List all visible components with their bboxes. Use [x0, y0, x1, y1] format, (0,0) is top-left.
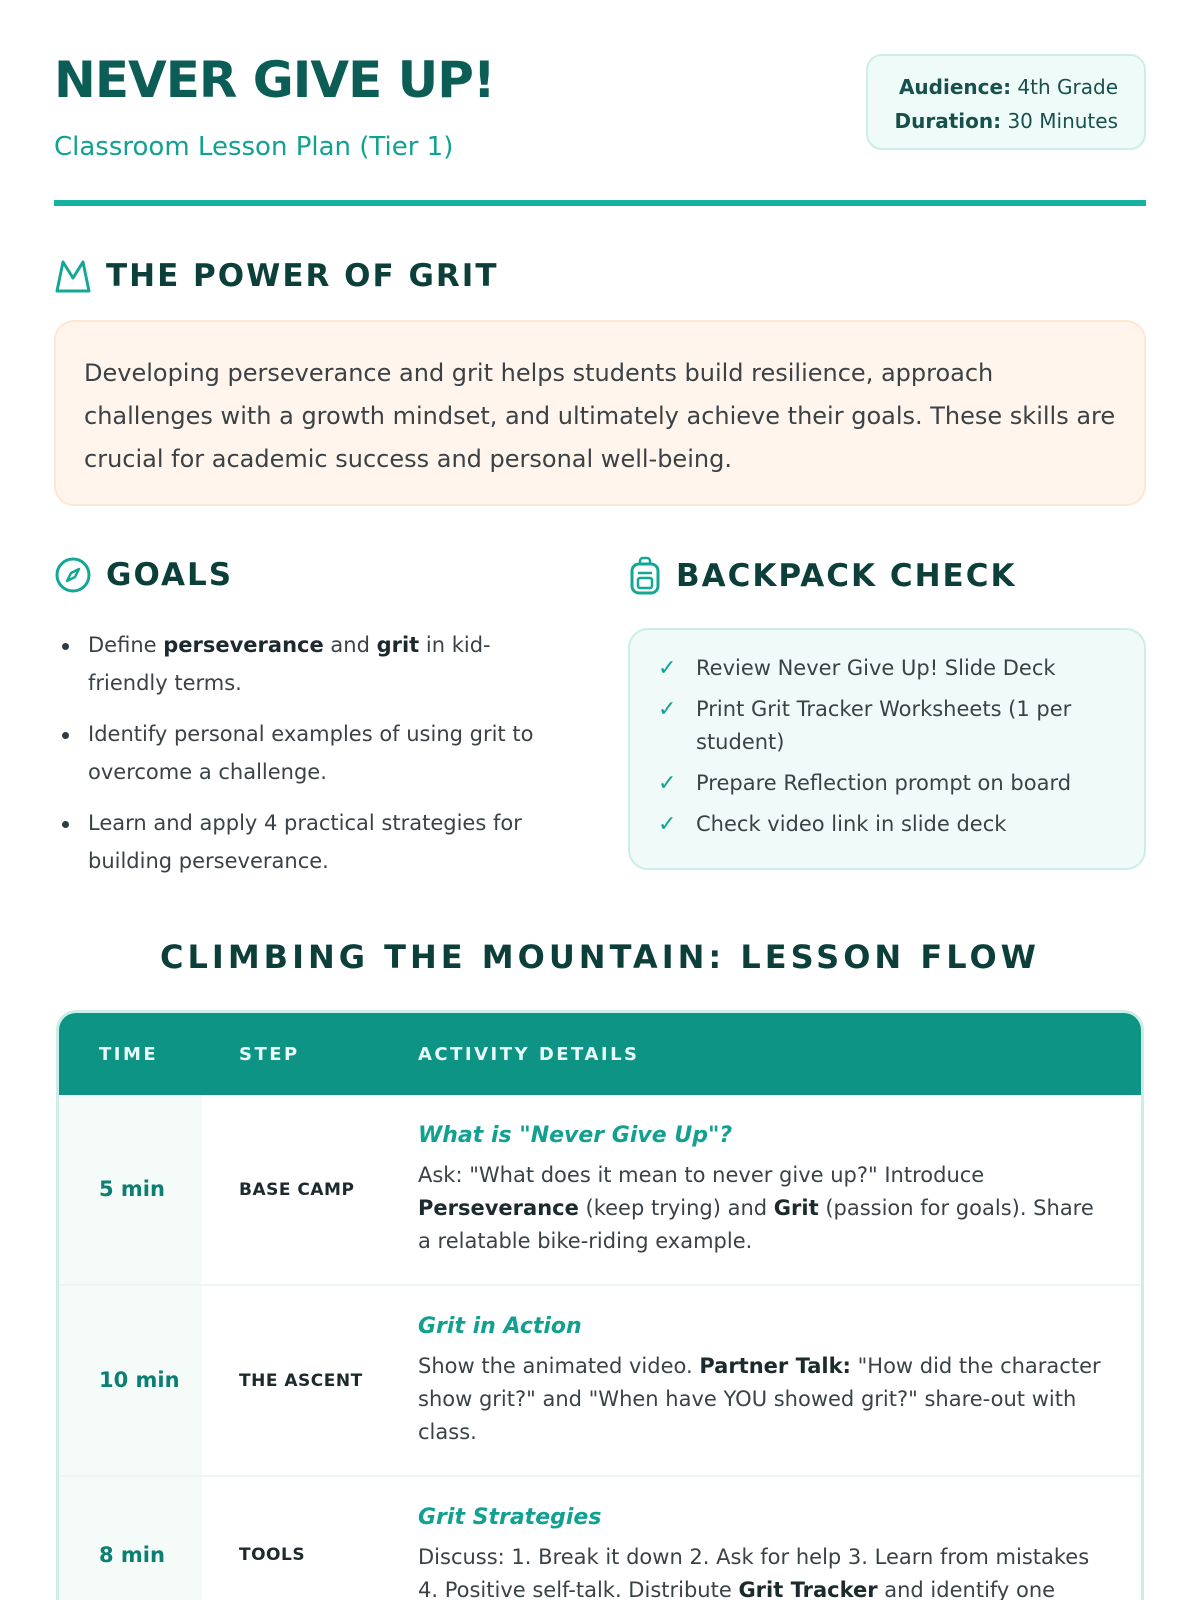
check-icon: ✓ [658, 697, 677, 722]
duration-line [868, 104, 1118, 138]
goal-item: Learn and apply 4 practical strategies for building perseverance. [54, 804, 564, 880]
activity-cell [382, 1477, 1141, 1600]
term-grit: grit [376, 633, 420, 657]
column-header-time: TIME [99, 1043, 159, 1065]
activity-details: Discuss: 1. Break it down 2. Ask for help 3. Learn from mistakes 4. Positive self-talk. Distribute Grit Tracker and identify one [418, 1545, 1090, 1600]
check-icon: ✓ [658, 812, 677, 837]
activity-title: Grit in Action [418, 1314, 582, 1339]
table-header [59, 1013, 1141, 1095]
table-row [59, 1477, 1141, 1600]
time-cell: 8 min [59, 1477, 202, 1600]
page-title: NEVER GIVE UP! [54, 51, 495, 109]
lesson-flow-heading: CLIMBING THE MOUNTAIN: LESSON FLOW [160, 938, 1040, 976]
checklist-item: ✓ Check video link in slide deck [658, 808, 1120, 841]
step-cell: BASE CAMP [239, 1179, 355, 1200]
step-cell: TOOLS [239, 1545, 306, 1565]
goals-heading-text: GOALS [106, 557, 234, 593]
activity-cell [382, 1095, 1141, 1284]
checklist-item: ✓ Prepare Reflection prompt on board [658, 767, 1120, 800]
backpack-icon [628, 556, 662, 596]
time-cell: 5 min [59, 1095, 202, 1284]
audience-label: Audience: [898, 75, 1012, 99]
backpack-heading [628, 556, 1016, 596]
column-header-step: STEP [239, 1043, 300, 1065]
compass-icon [54, 556, 92, 594]
audience-line [868, 70, 1118, 104]
column-header-activity: ACTIVITY DETAILS [418, 1043, 640, 1065]
grit-heading [54, 258, 498, 294]
checklist-item: ✓ Print Grit Tracker Worksheets (1 per student) [658, 693, 1120, 759]
activity-details: Ask: "What does it mean to never give up?" Introduce Perseverance (keep trying) and Grit (passion for goals). Share a relatable bike-riding example. [418, 1163, 1094, 1253]
page-subtitle: Classroom Lesson Plan (Tier 1) [54, 132, 454, 162]
audience-duration-card [866, 54, 1146, 150]
lesson-flow-table [56, 1010, 1144, 1600]
activity-title: Grit Strategies [418, 1505, 602, 1530]
step-cell: THE ASCENT [239, 1370, 363, 1391]
term-perseverance: perseverance [163, 633, 324, 657]
activity-title: What is "Never Give Up"? [418, 1123, 733, 1148]
goals-heading [54, 556, 233, 594]
backpack-checklist [628, 628, 1146, 870]
backpack-heading-text: BACKPACK CHECK [676, 558, 1017, 594]
check-icon: ✓ [658, 771, 677, 796]
checklist-item: ✓ Review Never Give Up! Slide Deck [658, 652, 1120, 685]
goals-list [54, 626, 564, 893]
duration-value: 30 Minutes [1007, 109, 1118, 133]
goal-item: Define perseverance and grit in kid-friendly terms. [54, 626, 564, 702]
check-icon: ✓ [658, 656, 677, 681]
grit-heading-text: THE POWER OF GRIT [106, 258, 499, 294]
activity-details: Show the animated video. Partner Talk: "How did the character show grit?" and "When have YOU showed grit?" share-out with class. [418, 1354, 1101, 1444]
duration-label: Duration: [894, 109, 1002, 133]
audience-value: 4th Grade [1017, 75, 1118, 99]
mountain-icon [54, 258, 92, 294]
activity-cell [382, 1286, 1141, 1475]
table-row [59, 1095, 1141, 1286]
header-divider [54, 200, 1146, 206]
time-cell: 10 min [59, 1286, 202, 1475]
grit-intro-text: Developing perseverance and grit helps students build resilience, approach challenges with a growth mindset, and ultimately achieve their goals. These skills are crucial for academic success and personal well-being. [54, 320, 1146, 506]
goal-item: Identify personal examples of using grit to overcome a challenge. [54, 715, 564, 791]
table-row [59, 1286, 1141, 1477]
